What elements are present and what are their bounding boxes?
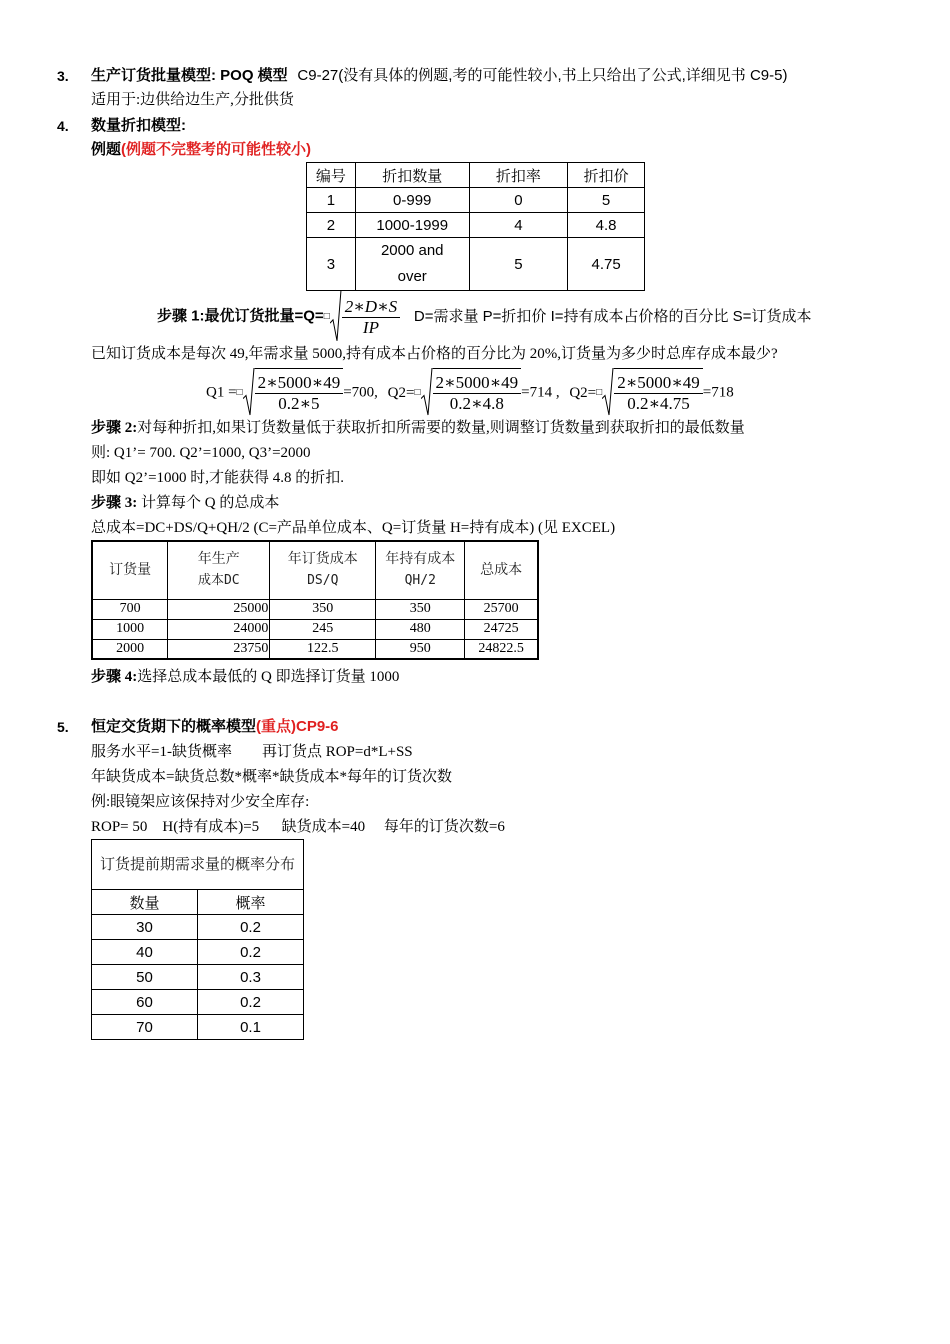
header-cell: 折扣价 [568,163,645,188]
step-1-label: 步骤 1:最优订货批量=Q= [157,307,324,325]
table-cell: 0.3 [198,965,304,990]
q3-formula [602,368,703,417]
header-cell: 折扣率 [469,163,568,188]
table-row [307,188,645,213]
table-row [92,965,304,990]
step-2-line-3: 即如 Q2’=1000 时,才能获得 4.8 的折扣. [91,470,345,486]
table-row [92,915,304,940]
table-cell: 245 [270,619,376,639]
header-text: DS/Q [307,573,339,589]
box-icon: □ [414,386,421,398]
radical-icon [602,368,614,417]
step-2-text: 对每种折扣,如果订货数量低于获取折扣所需要的数量,则调整订货数量到获取折扣的最低数量 [137,420,745,436]
table-cell: 4.8 [568,213,645,238]
table-cell: 23750 [168,639,270,659]
step-3-label: 步骤 3: [91,495,138,511]
section-number-4: 4. [57,118,69,134]
table-cell: 4.75 [568,238,645,291]
box-icon: □ [236,386,243,398]
section-3-title: 生产订货批量模型: POQ 模型 [91,67,288,84]
table-cell: 0.2 [198,990,304,1015]
header-cell: 折扣数量 [355,163,469,188]
step-2-line-2: 则: Q1’= 700. Q2’=1000, Q3’=2000 [91,445,311,461]
q1-formula [243,368,344,417]
header-text: 年生产 [197,552,240,568]
step-3-line [91,493,279,513]
cost-table [91,540,539,660]
table-cell: 2000 and over [355,238,469,291]
example-note: (例题不完整考的可能性较小) [121,141,312,158]
q2-numerator: 2∗5000∗49 [433,373,522,394]
header-cell [465,541,538,599]
q1-numerator: 2∗5000∗49 [255,373,344,394]
table-cell: 70 [92,1015,198,1040]
header-cell: 数量 [92,890,198,915]
table-cell: 40 [92,940,198,965]
cost-table-header [92,541,538,599]
q3-result: =718 [702,384,734,401]
header-cell [168,541,270,599]
q1-denominator: 0.2∗5 [278,394,320,414]
step-2-line [91,418,745,438]
table-cell: 0.2 [198,940,304,965]
q3-label: Q2= [569,384,597,401]
header-text: QH/2 [404,573,436,589]
header-text: 成本DC [197,573,240,589]
table-row [92,940,304,965]
section-3-apply: 适用于:边供给边生产,分批供货 [91,92,294,108]
q1-result: =700, [343,384,378,401]
section-5-line-3: 例:眼镜架应该保持对少安全库存: [91,794,310,810]
formula-denominator: IP [362,318,379,338]
table-cell: 60 [92,990,198,1015]
q3-numerator: 2∗5000∗49 [614,373,703,394]
radical-icon [421,368,433,417]
q3-denominator: 0.2∗4.75 [627,394,690,414]
q1-label: Q1 = [206,384,237,401]
q2-formula [421,368,522,417]
section-5-heading [91,717,339,737]
example-heading [91,140,311,160]
table-cell: 25000 [168,599,270,619]
header-cell: 编号 [307,163,356,188]
step-1-line [157,290,811,342]
section-number-5: 5. [57,719,69,735]
table-cell: 0-999 [355,188,469,213]
table-cell: 25700 [465,599,538,619]
section-3-ref: C9-27(没有具体的例题,考的可能性较小,书上只给出了公式,详细见书 C9-5) [297,67,788,84]
table-cell: 50 [92,965,198,990]
section-5-title: 恒定交货期下的概率模型 [91,718,257,735]
table-cell: 5 [568,188,645,213]
probability-table-caption: 订货提前期需求量的概率分布 [92,840,304,890]
table-cell: 350 [376,599,465,619]
table-cell: 1 [307,188,356,213]
header-text: 年持有成本 [385,552,456,568]
table-cell: 24725 [465,619,538,639]
table-cell: 0.2 [198,915,304,940]
table-row [92,619,538,639]
example-label: 例题 [91,141,122,158]
header-text: 总成本 [480,562,523,578]
table-row [92,990,304,1015]
table-cell: 350 [270,599,376,619]
q2-result: =714 , [521,384,560,401]
header-cell: 概率 [198,890,304,915]
discount-table-header [307,163,645,188]
table-cell: 4 [469,213,568,238]
table-cell: 122.5 [270,639,376,659]
q2-label: Q2= [387,384,415,401]
q2-denominator: 0.2∗4.8 [449,394,504,414]
step-4-text: 选择总成本最低的 Q 即选择订货量 1000 [137,669,400,685]
table-cell: 700 [92,599,168,619]
table-cell: 0.1 [198,1015,304,1040]
table-cell: 5 [469,238,568,291]
table-cell: 30 [92,915,198,940]
step-3-text: 计算每个 Q 的总成本 [137,495,280,511]
section-4-title: 数量折扣模型: [91,117,186,134]
radical-icon [243,368,255,417]
probability-table-caption-row [92,840,304,890]
section-3-heading [91,66,787,86]
problem-statement: 已知订货成本是每次 49,年需求量 5000,持有成本占价格的百分比为 20%,订货量为多少时总库存成本最少? [91,346,778,362]
table-row [92,1015,304,1040]
header-cell [92,541,168,599]
table-row [92,599,538,619]
step-4-label: 步骤 4: [91,669,138,685]
section-5-title-highlight: (重点)CP9-6 [256,718,339,735]
table-row [307,238,645,291]
step-2-label: 步骤 2: [91,420,138,436]
section-number-3: 3. [57,68,69,84]
header-text: 订货量 [109,562,152,578]
probability-table [91,839,304,1040]
table-cell: 480 [376,619,465,639]
table-cell: 24000 [168,619,270,639]
table-cell: 0 [469,188,568,213]
table-row [307,213,645,238]
discount-table [306,162,645,291]
section-5-line-2: 年缺货成本=缺货总数*概率*缺货成本*每年的订货次数 [91,769,452,785]
table-cell: 2000 [92,639,168,659]
probability-table-header [92,890,304,915]
box-icon: □ [596,386,603,398]
table-cell: 1000 [92,619,168,639]
header-cell [376,541,465,599]
step-4-line [91,667,399,687]
header-text: 年订货成本 [287,552,358,568]
section-5-line-4: ROP= 50 H(持有成本)=5 缺货成本=40 每年的订货次数=6 [91,819,505,835]
step-1-formula [330,290,400,343]
section-5-line-1: 服务水平=1-缺货概率 再订货点 ROP=d*L+SS [91,744,413,760]
formula-numerator: 2∗D∗S [342,297,400,318]
box-icon: □ [323,310,330,322]
header-cell [270,541,376,599]
q-computations [206,368,734,416]
table-cell: 3 [307,238,356,291]
total-cost-formula: 总成本=DC+DS/Q+QH/2 (C=产品单位成本、Q=订货量 H=持有成本) (见 EXCEL) [91,520,616,536]
radical-icon [330,290,342,343]
table-cell: 950 [376,639,465,659]
table-cell: 24822.5 [465,639,538,659]
table-cell: 1000-1999 [355,213,469,238]
table-row [92,639,538,659]
step-1-variables: D=需求量 P=折扣价 I=持有成本占价格的百分比 S=订货成本 [413,307,812,325]
table-cell: 2 [307,213,356,238]
